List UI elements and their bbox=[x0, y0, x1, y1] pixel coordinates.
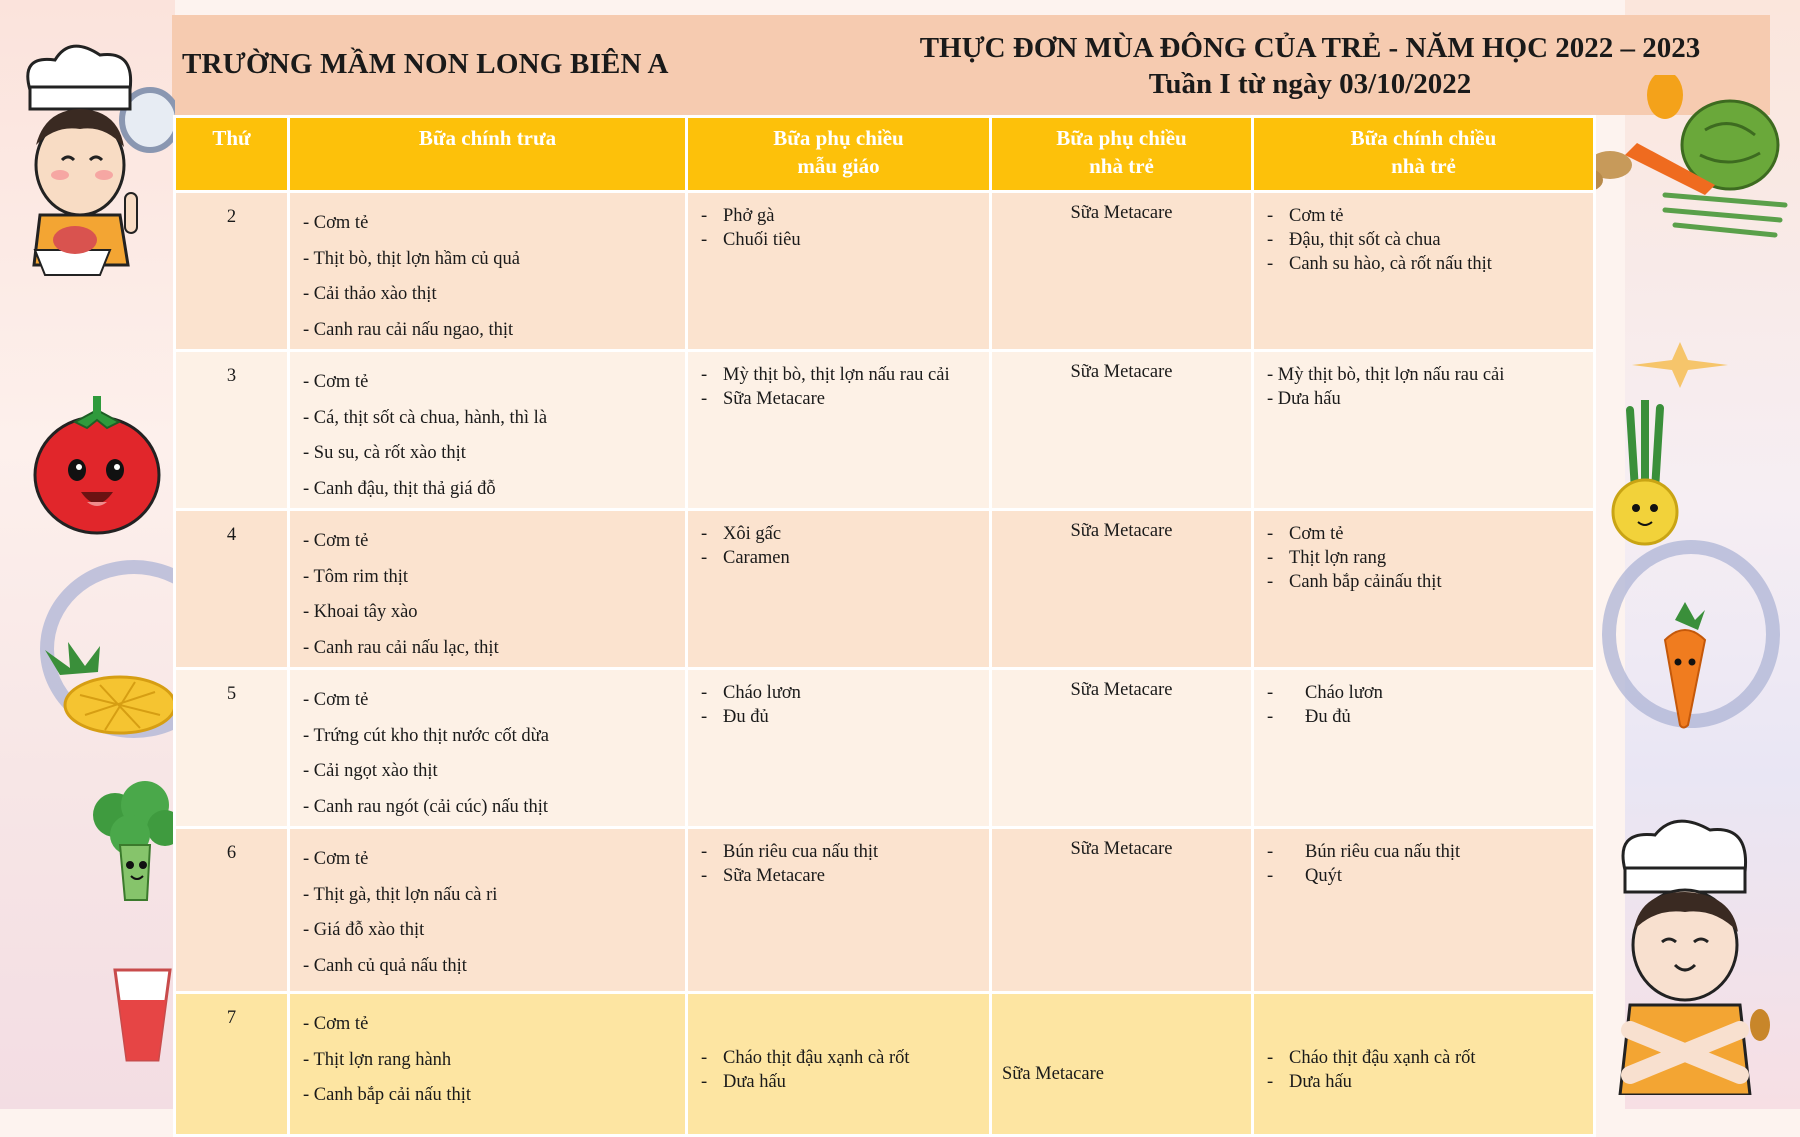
list-item: - Cải thảo xào thịt bbox=[303, 284, 437, 304]
list-item: - Phở gà bbox=[701, 206, 775, 226]
lunch-cell bbox=[289, 351, 687, 510]
column-header-day: Thứ bbox=[175, 117, 289, 192]
list-item: - Dưa hấu bbox=[701, 1072, 786, 1092]
list-item: - Đậu, thịt sốt cà chua bbox=[1267, 230, 1441, 250]
list-item: - Canh rau ngót (cải cúc) nấu thịt bbox=[303, 796, 549, 817]
snack-kg-cell bbox=[687, 351, 991, 510]
lunch-cell bbox=[289, 828, 687, 993]
snack-nt-cell: Sữa Metacare bbox=[991, 993, 1253, 1136]
list-item: - Cơm tẻ bbox=[303, 213, 369, 233]
list-item: - Canh su hào, cà rốt nấu thịt bbox=[1267, 254, 1492, 274]
table-header-row bbox=[175, 117, 1595, 192]
list-item: - Thịt bò, thịt lợn hầm củ quả bbox=[303, 248, 521, 269]
drink-icon bbox=[110, 960, 175, 1070]
list-item: - Canh rau cải nấu lạc, thịt bbox=[303, 637, 499, 658]
lunch-cell bbox=[289, 669, 687, 828]
list-item: - Cơm tẻ bbox=[1267, 206, 1344, 226]
list-item: - Cơm tẻ bbox=[1267, 524, 1344, 544]
list-item: - Su su, cà rốt xào thịt bbox=[303, 443, 466, 463]
snack-kg-cell bbox=[687, 510, 991, 669]
list-item: - Canh đậu, thịt thả giá đỗ bbox=[303, 478, 496, 499]
dinner-nt-cell bbox=[1253, 669, 1595, 828]
dinner-nt-cell bbox=[1253, 510, 1595, 669]
list-item: - Thịt gà, thịt lợn nấu cà ri bbox=[303, 884, 498, 905]
list-item: - Mỳ thịt bò, thịt lợn nấu rau cải bbox=[701, 365, 950, 385]
day-cell: 7 bbox=[175, 993, 289, 1136]
list-item: - Thịt lợn rang bbox=[1267, 548, 1387, 568]
dinner-nt-cell bbox=[1253, 828, 1595, 993]
day-cell: 3 bbox=[175, 351, 289, 510]
table-row bbox=[175, 828, 1595, 993]
carrot-icon bbox=[1650, 600, 1720, 730]
list-item: - Xôi gấc bbox=[701, 524, 782, 544]
day-cell: 2 bbox=[175, 192, 289, 351]
list-item: - Dưa hấu bbox=[1267, 1072, 1352, 1092]
title-line-1: THỰC ĐƠN MÙA ĐÔNG CỦA TRẺ - NĂM HỌC 2022 – 2023 bbox=[919, 32, 1701, 64]
list-item: - Cơm tẻ bbox=[303, 690, 369, 710]
snack-nt-cell: Sữa Metacare bbox=[991, 351, 1253, 510]
table-row bbox=[175, 669, 1595, 828]
vegetables-icon bbox=[1565, 75, 1790, 245]
list-item: - Cơm tẻ bbox=[303, 1014, 369, 1034]
table-row bbox=[175, 510, 1595, 669]
list-item: - Caramen bbox=[701, 548, 790, 568]
snack-kg-cell bbox=[687, 993, 991, 1136]
list-item: - Mỳ thịt bò, thịt lợn nấu rau cải bbox=[1267, 365, 1505, 385]
school-name: TRƯỜNG MẦM NON LONG BIÊN A bbox=[182, 48, 669, 80]
list-item: - Cháo lươn bbox=[701, 683, 801, 703]
list-item: - Canh củ quả nấu thịt bbox=[303, 955, 467, 976]
column-header-dinner-nursery: Bữa chính chiều nhà trẻ bbox=[1253, 117, 1595, 192]
list-item: - Trứng cút kho thịt nước cốt dừa bbox=[303, 725, 549, 746]
snack-nt-cell: Sữa Metacare bbox=[991, 669, 1253, 828]
day-cell: 6 bbox=[175, 828, 289, 993]
list-item: - Đu đủ bbox=[1267, 707, 1351, 727]
list-item: - Cơm tẻ bbox=[303, 372, 369, 392]
dinner-nt-cell bbox=[1253, 351, 1595, 510]
broccoli-icon bbox=[85, 780, 185, 905]
snack-kg-cell bbox=[687, 669, 991, 828]
table-row bbox=[175, 993, 1595, 1136]
column-header-lunch: Bữa chính trưa bbox=[289, 117, 687, 192]
list-item: - Bún riêu cua nấu thịt bbox=[1267, 842, 1461, 862]
list-item: - Cháo thịt đậu xạnh cà rốt bbox=[701, 1048, 910, 1068]
tomato-icon bbox=[15, 390, 175, 540]
day-cell: 5 bbox=[175, 669, 289, 828]
list-item: - Khoai tây xào bbox=[303, 602, 418, 622]
lunch-cell bbox=[289, 510, 687, 669]
pineapple-icon bbox=[40, 640, 175, 740]
column-header-snack-nursery: Bữa phụ chiều nhà trẻ bbox=[991, 117, 1253, 192]
list-item: - Canh bắp cải nấu thịt bbox=[303, 1085, 471, 1105]
lunch-cell bbox=[289, 993, 687, 1136]
table-row bbox=[175, 351, 1595, 510]
list-item: - Cháo lươn bbox=[1267, 683, 1383, 703]
snack-kg-cell bbox=[687, 192, 991, 351]
snack-nt-cell: Sữa Metacare bbox=[991, 510, 1253, 669]
dinner-nt-cell bbox=[1253, 993, 1595, 1136]
list-item: - Cháo thịt đậu xạnh cà rốt bbox=[1267, 1048, 1476, 1068]
list-item: - Chuối tiêu bbox=[701, 230, 801, 250]
list-item: - Sữa Metacare bbox=[701, 389, 825, 409]
lunch-cell bbox=[289, 192, 687, 351]
list-item: - Giá đỗ xào thịt bbox=[303, 920, 425, 940]
list-item: - Dưa hấu bbox=[1267, 389, 1341, 409]
day-cell: 4 bbox=[175, 510, 289, 669]
list-item: - Cơm tẻ bbox=[303, 531, 369, 551]
column-header-snack-kindergarten: Bữa phụ chiều mẫu giáo bbox=[687, 117, 991, 192]
title-line-2: Tuần I từ ngày 03/10/2022 bbox=[1148, 68, 1472, 100]
list-item: - Bún riêu cua nấu thịt bbox=[701, 842, 879, 862]
chef-girl-right-icon bbox=[1600, 810, 1780, 1095]
snack-nt-cell: Sữa Metacare bbox=[991, 192, 1253, 351]
list-item: - Tôm rim thịt bbox=[303, 566, 409, 587]
list-item: - Cơm tẻ bbox=[303, 849, 369, 869]
list-item: - Thịt lợn rang hành bbox=[303, 1049, 452, 1070]
list-item: - Canh rau cải nấu ngao, thịt bbox=[303, 319, 514, 340]
list-item: - Đu đủ bbox=[701, 707, 769, 727]
menu-table bbox=[173, 115, 1596, 1137]
list-item: - Canh bắp cảinấu thịt bbox=[1267, 572, 1442, 592]
chef-girl-icon bbox=[0, 25, 175, 290]
snack-nt-cell: Sữa Metacare bbox=[991, 828, 1253, 993]
list-item: - Cải ngọt xào thịt bbox=[303, 761, 438, 781]
star-icon bbox=[1630, 340, 1730, 390]
list-item: - Cá, thịt sốt cà chua, hành, thì là bbox=[303, 407, 548, 428]
list-item: - Quýt bbox=[1267, 866, 1342, 886]
list-item: - Sữa Metacare bbox=[701, 866, 825, 886]
dinner-nt-cell bbox=[1253, 192, 1595, 351]
onion-icon bbox=[1600, 400, 1690, 560]
snack-kg-cell bbox=[687, 828, 991, 993]
table-row bbox=[175, 192, 1595, 351]
